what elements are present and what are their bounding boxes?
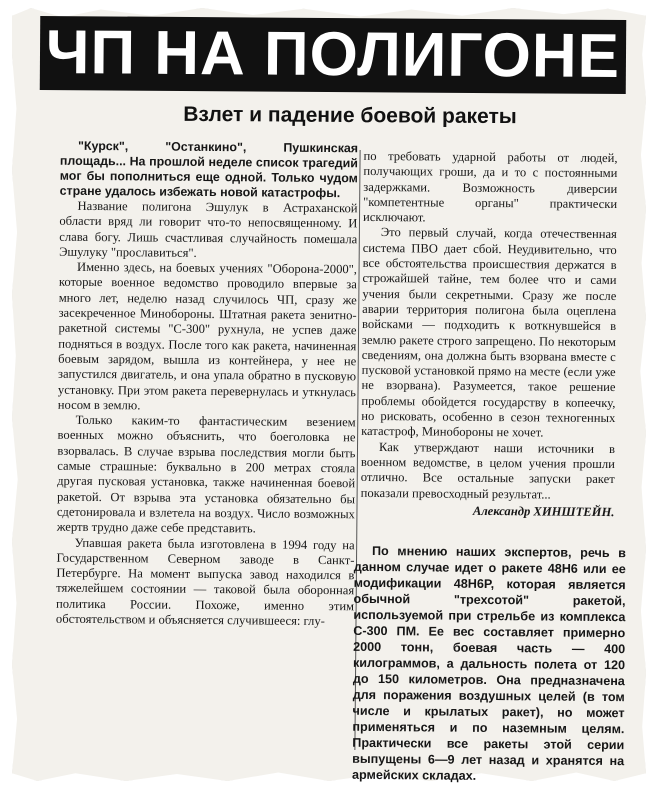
- expert-paragraph: По мнению наших экспертов, речь в данном случае идет о ракете 48Н6 или ее модификации 48Н6Р, которая является обычной "трехсотой" ракетой, используемой при стрельбе из комплекса С-300 ПМ. Ее вес составляет примерно 2000 тонн, боевая часть — 400 килограммов, а дальность полета от 120 до 150 километров. Она предназначена для поражения воздушных целей (в том числе и крылатых ракет), но может применяться и по наземным целям. Практически все ракеты этой серии выпущены 6—9 лет назад и хранятся на армейских складах.: [351, 543, 627, 783]
- lead-paragraph: "Курск", "Останкино", Пушкинская площадь... На прошлой неделе список трагедий мог бы пополниться еще одной. Только чудом стране удалось избежать новой катастрофы.: [59, 138, 359, 201]
- body-paragraph: Как утверждают наши источники в военном ведомстве, в целом учения прошли отлично. Все остальные запуски ракет показали превосходный результат...: [360, 439, 616, 502]
- left-column: [56, 139, 358, 630]
- author-byline: Александр ХИНШТЕЙН.: [472, 503, 615, 519]
- subheadline: Взлет и падение боевой ракеты: [183, 102, 517, 129]
- headline: ЧП НА ПОЛИГОНЕ: [40, 16, 627, 94]
- body-paragraph: Только каким-то фантастическим везением военных можно объяснить, что боеголовка не взорвалась. В случае взрыва последствия могли быть самые страшные: буквально в 200 метрах стояла другая пусковая установка, также начиненная боевой ракетой. От взрыва эта установка обязательно бы сдетонировала и взлетела на воздух. Число возможных жертв трудно даже себе представить.: [56, 413, 356, 536]
- body-paragraph: по требовать ударной работы от людей, получающих гроши, да и то с постоянными задержками. Возможность диверсии "компетентные органы" практически исключают.: [362, 148, 618, 225]
- body-paragraph: Упавшая ракета была изготовлена в 1994 году на Государственном Северном заводе в Санкт-Петербурге. На момент выпуска завод находился в тяжелейшем состоянии — таковой была оборонная политика России. Похоже, именно этим обстоятельством и объясняется случившееся: глу-: [55, 535, 355, 629]
- body-paragraph: Название полигона Эшулук в Астраханской области вряд ли говорит что-то непосвященному. И слава богу. Лишь счастливая случайность помешала Эшулуку "прославиться".: [59, 198, 358, 260]
- right-column: [360, 149, 617, 520]
- body-paragraph: Именно здесь, на боевых учениях "Оборона-2000", которые военное ведомство проводило впервые за много лет, неделю назад случилось ЧП, сразу же засекреченное Минобороны. Штатная ракета зенитно-ракетной системы "С-300" рухнула, не успев даже подняться в воздух. После того как ракета, начиненная боевым зарядом, вышла из контейнера, у нее не запустился двигатель, и она упала обратно в пусковую установку. При этом ракета перевернулась и уткнулась носом в землю.: [57, 260, 358, 413]
- expert-box: [352, 543, 626, 785]
- body-paragraph: Это первый случай, когда отечественная система ПВО дает сбой. Неудивительно, что все обстоятельства происшествия держатся в строжайшей тайне, тем более что и сами учения были секретными. Сразу же после аварии территория полигона была оцеплена войсками — подходить к воткнувшейся в землю ракете строго запрещено. По некоторым сведениям, она должна быть взорвана вместе с пусковой установкой прямо на месте (если уже не взорвана). Разумеется, такое решение проблемы обойдется государству в копеечку, но рисковать, особенно в сезон техногенных катастроф, Минобороны не хочет.: [361, 225, 617, 440]
